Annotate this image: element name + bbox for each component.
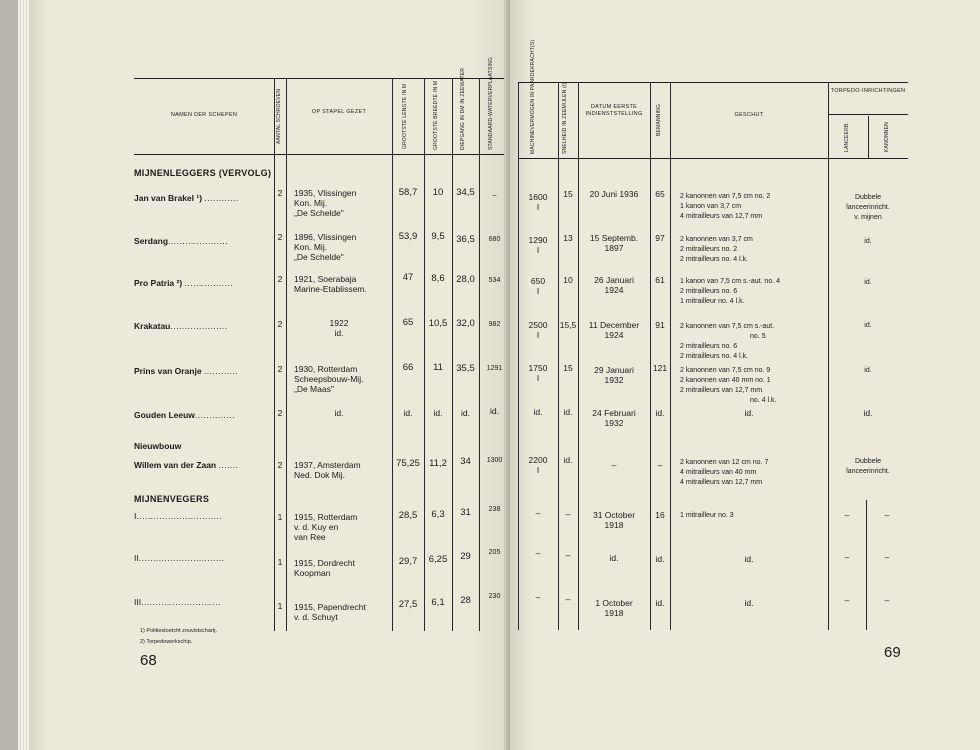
table-cell: – [492,192,497,199]
table-cell: – [611,460,617,470]
table-cell: 1930, Rotterdam Scheepsbouw-Mij. „De Maas" [294,364,364,394]
table-cell: 1750 I [528,363,548,383]
table-cell: 66 [402,362,414,373]
table-cell: 680 [488,236,501,243]
table-cell: id. [864,322,872,329]
table-cell: Jan van Brakel ¹) [134,193,203,203]
table-cell: 1922 id. [329,318,349,338]
table-cell: – [844,595,850,605]
ship-name [134,511,222,521]
table-cell: 2 [277,319,283,329]
table-cell: 1 [277,557,283,567]
nieuwbouw-label: Nieuwbouw [134,441,182,451]
ship-name [134,193,239,203]
header-top-rule [134,78,510,79]
table-cell: 1291 [486,365,503,372]
table-cell: 238 [488,506,501,513]
table-cell: 2500 I [528,320,548,340]
header-geschut: GESCHUT [734,112,764,118]
header-kanonnen: KANONNEN [884,122,890,152]
ship-name [134,553,225,563]
table-cell: id. [334,408,344,418]
table-cell: id. [655,408,665,418]
table-cell: III [134,597,142,607]
table-cell: 15 [563,363,573,373]
table-cell: 1935, Vlissingen Kon. Mij. „De Schelde" [294,188,357,218]
ship-name [134,460,239,470]
table-cell: – [565,594,571,604]
table-cell: – [884,510,890,520]
table-cell: 534 [488,277,501,284]
table-cell: id. [863,408,873,418]
header-datum: DATUM EERSTE INDIENSTSTELLING [585,104,643,117]
table-cell: id. [433,408,443,418]
table-cell: 58,7 [398,187,418,198]
table-cell: id. [655,554,665,564]
ship-name [134,410,235,420]
table-cell: 35,5 [456,363,475,374]
table-cell: 2 [277,232,283,242]
header-lengte: GROOTSTE LENGTE IN M [402,83,408,149]
table-cell: 121 [652,363,668,373]
table-cell: – [884,595,890,605]
ship-name [134,278,233,288]
table-cell: 34 [460,456,471,467]
table-cell: – [535,508,541,518]
header-lancerb: LANCEERB. [844,121,850,153]
table-cell: 2 kanonnen van 3,7 cm 2 mitrailleurs no. 2 2 mitrailleurs no. 4 l.k. [680,236,753,263]
table-cell: Pro Patria ²) [134,278,183,288]
right-page [510,0,980,750]
left-page [30,0,510,750]
table-cell: 1 mitrailleur no. 3 [680,512,734,519]
table-cell: 2 kanonnen van 7,5 cm no. 2 1 kanon van 3,7 cm 4 mitrailleurs van 12,7 mm [680,193,771,220]
table-cell: id. [563,407,573,417]
table-cell: 28 [460,595,471,606]
table-cell: 230 [488,593,501,600]
table-cell: 982 [488,321,501,328]
table-cell: 31 October 1918 [592,510,636,530]
table-cell: 2 kanonnen van 12 cm no. 7 4 mitrailleurs van 40 mm 4 mitrailleurs van 12,7 mm [680,459,769,486]
table-cell: 16 [655,510,665,520]
header-names: NAMEN DER SCHEPEN [170,112,238,118]
table-cell: 6,1 [431,597,445,608]
table-cell: 29 Januari 1932 [594,365,634,385]
table-cell: 11 [433,362,443,373]
table-cell: 61 [655,275,665,285]
table-cell: 1 kanon van 7,5 cm s.-aut. no. 4 2 mitrailleurs no. 6 1 mitrailleur no. 4 l.k. [680,278,781,305]
table-cell: I [134,511,137,521]
table-cell: id. [744,408,754,418]
header-snelheid: SNELHEID IN ZEEMIJLEN (I) [562,82,568,154]
table-cell: id. [533,407,543,417]
table-cell: – [844,510,850,520]
table-cell: Dubbele lanceerinricht. v. mijnen [846,194,890,221]
table-cell: 29,7 [398,556,418,567]
table-cell: – [565,550,571,560]
table-cell: – [535,592,541,602]
table-cell: Prins van Oranje [134,366,202,376]
table-cell: 11 December 1924 [588,320,640,340]
table-cell: 1937, Amsterdam Ned. Dok Mij. [294,460,361,480]
table-cell: 2 [277,408,283,418]
header-top-rule [518,82,908,83]
table-cell: 2 kanonnen van 7,5 cm no. 9 2 kanonnen van 40 mm no. 1 2 mitrailleurs van 12,7 mm no. 4 l.k. [680,367,777,404]
table-cell: 1915, Papendrecht v. d. Schuyt [294,602,366,622]
table-cell: – [565,509,571,519]
section-mijnenvegers: MIJNENVEGERS [134,494,210,504]
header-schroeven: AANTAL SCHROEVEN [276,88,282,144]
table-cell: 1 October 1918 [595,598,633,618]
table-cell: 10,5 [428,318,448,329]
table-cell: id. [864,367,872,374]
table-cell: ............ [204,193,239,203]
table-cell: 34,5 [456,187,475,198]
table-cell: 28,0 [456,274,475,285]
table-cell: 65 [655,189,665,199]
table-cell: id. [744,598,754,608]
table-cell: 650 I [530,276,546,296]
table-cell: 26 Januari 1924 [594,275,634,295]
footnote: 1) Politiestoetcht zouvistschartj. [140,628,218,634]
section-mijnenleggers: MIJNENLEGGERS (VERVOLG) [134,168,272,178]
table-cell: 36,5 [456,234,475,245]
table-cell: 27,5 [398,599,418,610]
ship-name [134,236,228,246]
table-cell: II [134,553,139,563]
table-cell: id. [864,279,872,286]
table-cell: 1600 I [528,192,548,212]
table-cell: Krakatau [134,321,171,331]
table-cell: id. [563,455,573,465]
table-cell: 1290 I [528,235,548,255]
table-cell: id. [864,238,872,245]
table-cell: – [657,460,663,470]
ship-name [134,366,238,376]
table-cell: 29 [460,551,471,562]
table-cell: id. [744,554,754,564]
table-cell: 10 [563,275,573,285]
table-cell: 205 [488,549,501,556]
table-cell: 75,25 [396,458,420,469]
table-cell: ............................ [141,597,222,607]
ship-name [134,597,221,607]
table-cell: 28,5 [398,510,418,521]
table-cell: ....... [218,460,239,470]
table-cell: ................. [184,278,234,288]
table-cell: 2 [277,460,283,470]
table-cell: id. [461,408,470,418]
table-cell: 2 [277,274,283,284]
table-cell: Serdang [134,236,169,246]
header-bemanning: BEMANNING [656,103,662,137]
page-number: 68 [140,652,157,669]
table-cell: 1921, Soerabaja Marine-Etablissem. [294,274,367,294]
table-cell: 1915, Dordrecht Koopman [294,558,355,578]
table-cell: 10 [432,187,444,198]
table-cell: 20 Juni 1936 [589,189,639,199]
table-cell: 24 Februari 1932 [592,408,636,428]
table-cell: 2 kanonnen van 7,5 cm s.-aut. no. 5 2 mitrailleurs no. 6 2 mitrailleurs no. 4 l.k. [680,323,775,360]
header-bottom-rule [518,158,908,159]
header-breedte: GROOTSTE BREEDTE IN M [433,80,439,150]
table-cell: 1300 [486,457,503,464]
table-cell: .............. [194,410,235,420]
page-number: 69 [884,644,901,661]
table-cell: ..................... [168,236,229,246]
table-cell: 91 [655,320,665,330]
table-cell: 15 [563,189,573,199]
table-cell: Gouden Leeuw [134,410,195,420]
ship-name [134,321,228,331]
table-cell: 15 Septemb. 1897 [589,233,639,253]
table-cell: 8,6 [431,273,445,284]
table-cell: id. [655,598,665,608]
table-cell: – [884,552,890,562]
header-diepgang: DIEPGANG IN DM IN ZEEWATER [460,67,466,150]
table-cell: 2 [277,364,283,374]
header-bottom-rule [134,154,510,155]
table-cell: id. [403,408,413,418]
table-cell: 9,5 [431,231,445,242]
header-machine: MACHINEVERMOGEN IN PAARDEKRACHT(S) [530,39,536,154]
table-cell: – [535,548,541,558]
table-cell: 1 [277,601,283,611]
table-cell: 32,0 [456,318,475,329]
table-cell: 47 [402,272,414,283]
table-cell: id. [609,553,619,563]
table-cell: – [844,552,850,562]
header-torpedo: TORPEDO-INRICHTINGEN [830,88,906,94]
table-cell: .............................. [136,511,223,521]
table-cell: 1896, Vlissingen Kon. Mij. „De Schelde" [294,232,357,262]
table-cell: 1915, Rotterdam v. d. Kuy en van Ree [294,512,358,542]
footnote: 2) Torpedowerkschip. [140,639,193,645]
table-cell: 2 [277,188,283,198]
table-cell: 31 [460,507,471,518]
table-cell: Dubbele lanceerinricht. [846,458,890,475]
table-cell: 1 [277,512,283,522]
table-cell: ............ [203,366,239,376]
table-cell: 13 [563,233,573,243]
table-cell: .................... [170,321,228,331]
table-cell: 11,2 [429,458,447,469]
table-cell: 6,25 [428,554,448,565]
table-cell: .............................. [138,553,225,563]
table-cell: id. [490,406,499,416]
header-waterverpl: STANDAARD-WATERVERPLAATSING [488,57,494,150]
book-spread [18,0,980,750]
table-cell: 53,9 [398,231,418,242]
table-cell: 65 [402,317,414,328]
header-stapel: OP STAPEL GEZET [311,109,367,115]
table-cell: 2200 I [528,455,548,475]
table-cell: 97 [655,233,665,243]
table-cell: 6,3 [431,509,445,520]
table-cell: 15,5 [559,320,577,330]
table-cell: Willem van der Zaan [134,460,217,470]
